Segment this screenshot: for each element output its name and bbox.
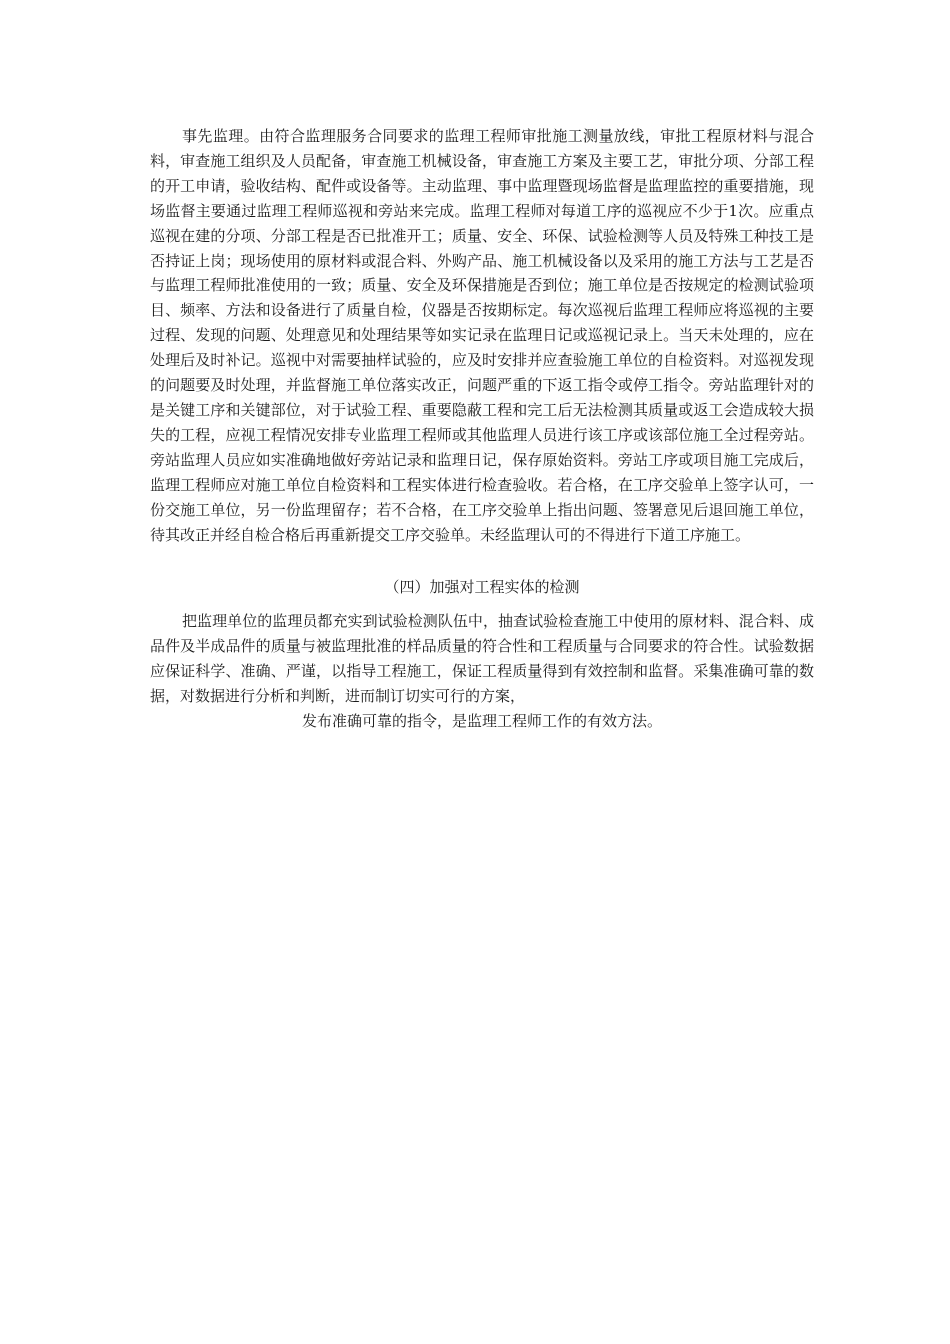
body-paragraph-1: 事先监理。由符合监理服务合同要求的监理工程师审批施工测量放线，审批工程原材料与混合料，审查施工组织及人员配备，审查施工机械设备，审查施工方案及主要工艺，审批分项、分部工程的开工申请，验收结构、配件或设备等。主动监理、事中监理暨现场监督是监理监控的重要措施，现场监督主要通过监理工程师巡视和旁站来完成。监理工程师对每道工序的巡视应不少于1次。应重点巡视在建的分项、分部工程是否已批准开工；质量、安全、环保、试验检测等人员及特殊工种技工是否持证上岗；现场使用的原材料或混合料、外购产品、施工机械设备以及采用的施工方法与工艺是否与监理工程师批准使用的一致；质量、安全及环保措施是否到位；施工单位是否按规定的检测试验项目、频率、方法和设备进行了质量自检，仪器是否按期标定。每次巡视后监理工程师应将巡视的主要过程、发现的问题、处理意见和处理结果等如实记录在监理日记或巡视记录上。当天未处理的，应在处理后及时补记。巡视中对需要抽样试验的，应及时安排并应查验施工单位的自检资料。对巡视发现的问题要及时处理，并监督施工单位落实改正，问题严重的下返工指令或停工指令。旁站监理针对的是关键工序和关键部位，对于试验工程、重要隐蔽工程和完工后无法检测其质量或返工会造成较大损失的工程，应视工程情况安排专业监理工程师或其他监理人员进行该工序或该部位施工全过程旁站。旁站监理人员应如实准确地做好旁站记录和监理日记，保存原始资料。旁站工序或项目施工完成后，监理工程师应对施工单位自检资料和工程实体进行检查验收。若合格，在工序交验单上签字认可，一份交施工单位，另一份监理留存；若不合格，在工序交验单上指出问题、签署意见后退回施工单位，待其改正并经自检合格后再重新提交工序交验单。未经监理认可的不得进行下道工序施工。 [150, 127, 814, 544]
section-heading: （四）加强对工程实体的检测 [384, 578, 580, 597]
body-paragraph-2: 把监理单位的监理员都充实到试验检测队伍中，抽查试验检查施工中使用的原材料、混合料、成品件及半成品件的质量与被监理批准的样品质量的符合性和工程质量与合同要求的符合性。试验数据应保证科学、准确、严谨，以指导工程施工，保证工程质量得到有效控制和监督。采集准确可靠的数据，对数据进行分析和判断，进而制订切实可行的方案， [150, 612, 814, 706]
document-page [150, 124, 814, 734]
body-paragraph-2-last-line: 发布准确可靠的指令，是监理工程师工作的有效方法。 [301, 712, 662, 731]
